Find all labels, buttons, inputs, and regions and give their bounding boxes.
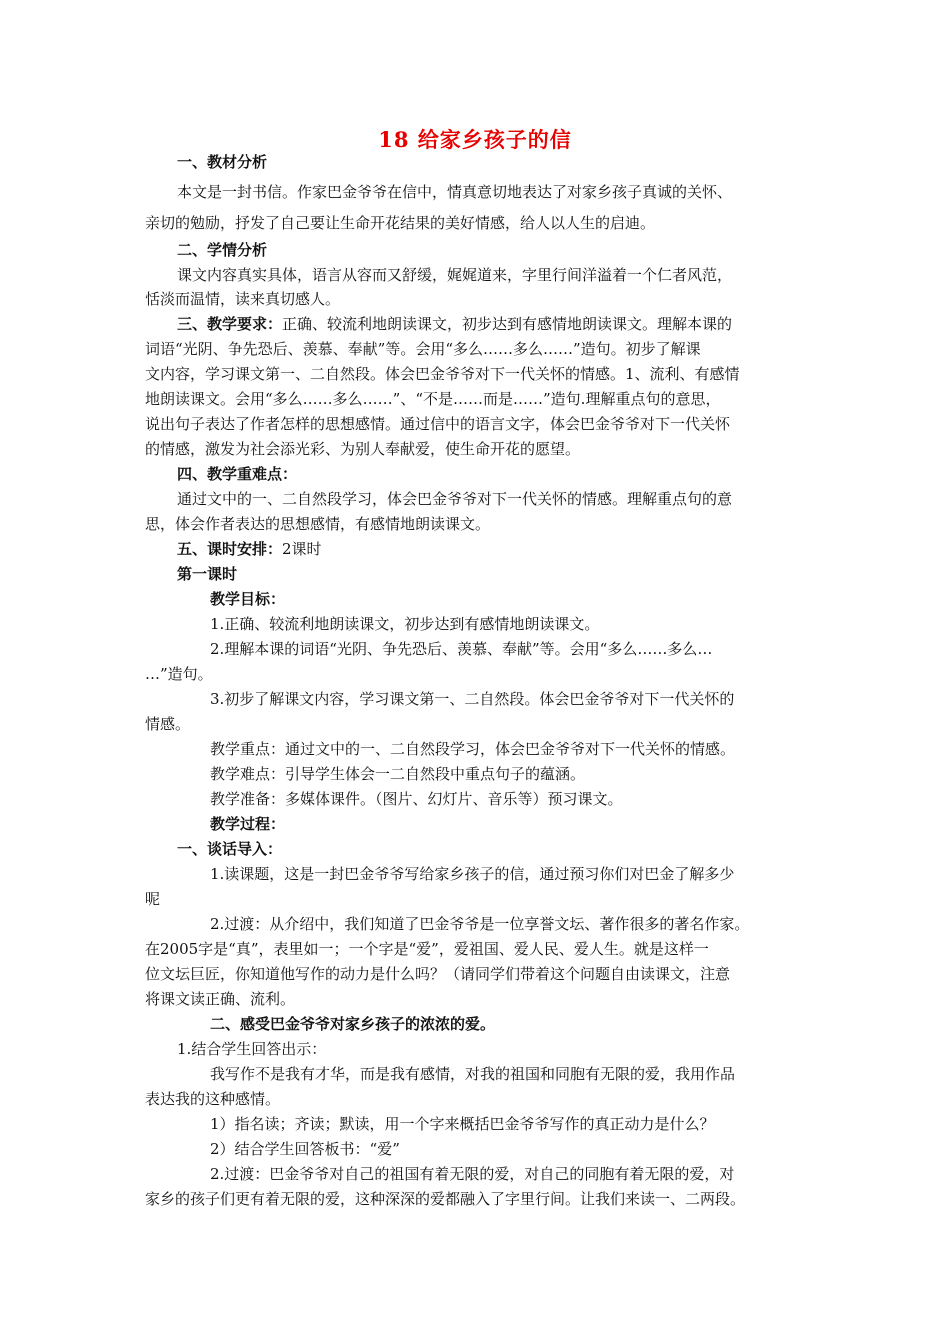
paragraph-line: 三、教学要求：正确、较流利地朗读课文，初步达到有感情地朗读课文。理解本课的 [177,315,733,333]
paragraph-line: 1）指名读；齐读；默读，用一个字来概括巴金爷爷写作的真正动力是什么？ [210,1115,715,1133]
paragraph-line: 情感。 [145,715,191,733]
paragraph-line: 1.结合学生回答出示： [177,1040,327,1058]
paragraph-line: 1.读课题，这是一封巴金爷爷写给家乡孩子的信，通过预习你们对巴金了解多少 [210,865,735,883]
paragraph-line: 将课文读正确、流利。 [145,990,296,1008]
paragraph-line: 恬淡而温情，读来真切感人。 [145,290,341,308]
paragraph-line: 的情感，激发为社会添光彩、为别人奉献爱，使生命开花的愿望。 [145,440,581,458]
section-heading: 三、教学要求： [177,315,283,333]
paragraph-line: 2）结合学生回答板书：“爱” [210,1140,400,1158]
section-heading: 五、课时安排： [177,540,283,558]
paragraph-line: 教学准备：多媒体课件。（图片、幻灯片、音乐等）预习课文。 [210,790,623,808]
paragraph-line: 教学重点：通过文中的一、二自然段学习，体会巴金爷爷对下一代关怀的情感。 [210,740,736,758]
paragraph-line: 2.过渡：巴金爷爷对自己的祖国有着无限的爱，对自己的同胞有着无限的爱，对 [210,1165,735,1183]
section-heading: 二、感受巴金爷爷对家乡孩子的浓浓的爱。 [210,1015,496,1033]
paragraph-line: 1.正确、较流利地朗读课文，初步达到有感情地朗读课文。 [210,615,600,633]
paragraph-line: 课文内容真实具体，语言从容而又舒缓，娓娓道来，字里行间洋溢着一个仁者风范， [177,266,733,284]
paragraph-line: 本文是一封书信。作家巴金爷爷在信中，情真意切地表达了对家乡孩子真诚的关怀、 [177,183,733,201]
paragraph-line: 呢 [145,890,161,908]
paragraph-line: 2.理解本课的词语“光阴、争先恐后、羡慕、奉献”等。会用“多么……多么… [210,640,713,658]
paragraph-line: 地朗读课文。会用“多么……多么……”、“不是……而是……”造句.理解重点句的意思， [145,390,721,408]
paragraph-line: 2.过渡：从介绍中，我们知道了巴金爷爷是一位享誉文坛、著作很多的著名作家。 [210,915,750,933]
paragraph-line: …”造句。 [145,665,213,683]
section-heading: 四、教学重难点： [177,465,298,483]
paragraph-line: 位文坛巨匠，你知道他写作的动力是什么吗？（请同学们带着这个问题自由读课文，注意 [145,965,731,983]
paragraph-line: 说出句子表达了作者怎样的思想感情。通过信中的语言文字，体会巴金爷爷对下一代关怀 [145,415,731,433]
paragraph-line: 通过文中的一、二自然段学习，体会巴金爷爷对下一代关怀的情感。理解重点句的意 [177,490,733,508]
paragraph-line: 亲切的勉励，抒发了自己要让生命开花结果的美好情感，给人以人生的启迪。 [145,214,656,232]
paragraph-line: 我写作不是我有才华，而是我有感情，对我的祖国和同胞有无限的爱，我用作品 [210,1065,736,1083]
section-heading: 二、学情分析 [177,241,268,259]
paragraph-line: 家乡的孩子们更有着无限的爱，这种深深的爱都融入了字里行间。让我们来读一、二两段。 [145,1190,746,1208]
paragraph-line: 3.初步了解课文内容，学习课文第一、二自然段。体会巴金爷爷对下一代关怀的 [210,690,735,708]
paragraph-line: 教学难点：引导学生体会一二自然段中重点句子的蕴涵。 [210,765,586,783]
paragraph-line: 词语“光阴、争先恐后、羡慕、奉献”等。会用“多么……多么……”造句。初步了解课 [145,340,701,358]
paragraph-line: 思，体会作者表达的思想感情，有感情地朗读课文。 [145,515,491,533]
paragraph-line: 在2005字是“真”，表里如一；一个字是“爱”，爱祖国、爱人民、爱人生。就是这样一 [145,940,709,958]
lesson-heading: 第一课时 [177,565,238,583]
page-title: 18 给家乡孩子的信 [378,127,572,152]
sub-heading: 教学过程： [210,815,286,833]
paragraph-line: 文内容，学习课文第一、二自然段。体会巴金爷爷对下一代关怀的情感。1、流利、有感情 [145,365,740,383]
paragraph-line: 表达我的这种感情。 [145,1090,281,1108]
sub-heading: 教学目标： [210,590,286,608]
section-heading: 一、教材分析 [177,153,268,171]
section-heading: 一、谈话导入： [177,840,283,858]
paragraph-line: 五、课时安排：2课时 [177,540,322,558]
